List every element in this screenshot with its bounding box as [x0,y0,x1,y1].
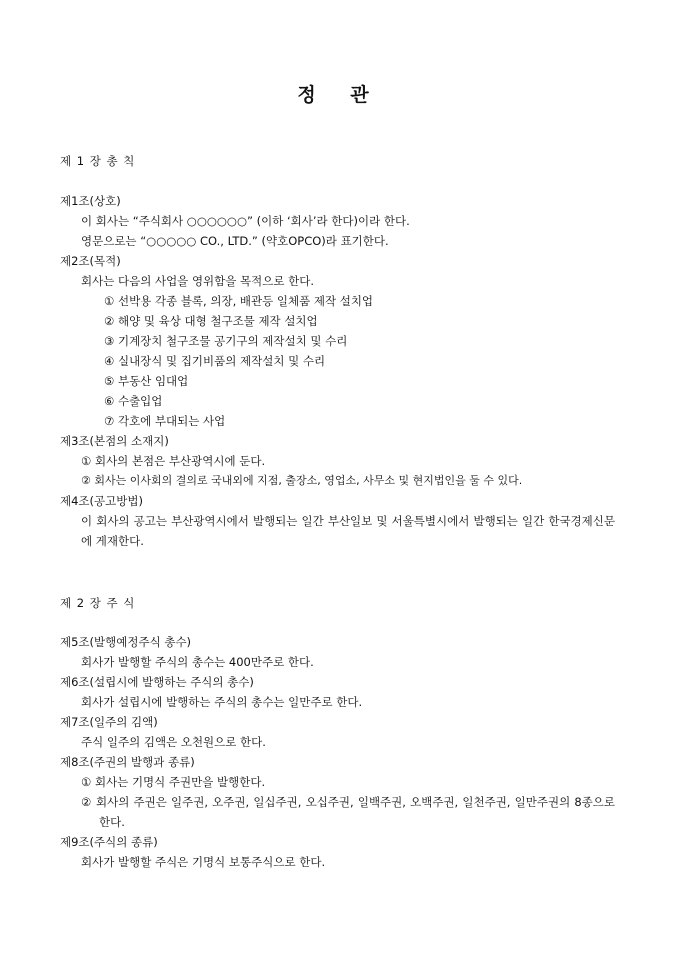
list-item: ① 선박용 각종 블록, 의장, 배관등 일체품 제작 설치업 [104,294,374,308]
article-body-line: 이 회사는 “주식회사 ○○○○○○” (이하 ‘회사’라 한다)이라 한다. [81,214,410,228]
list-item: ② 회사는 이사회의 결의로 국내외에 지점, 출장소, 영업소, 사무소 및 현지법인을 둘 수 있다. [81,474,523,487]
article-body-line: 영문으로는 “○○○○○ CO., LTD.” (약호OPCO)라 표기한다. [81,234,389,248]
article-heading: 제9조(주식의 종류) [60,835,158,849]
list-item: ③ 기계장치 철구조물 공기구의 제작설치 및 수리 [104,334,348,348]
article-body-line: 회사가 발행할 주식의 총수는 400만주로 한다. [81,655,314,669]
article-heading: 제5조(발행예정주식 총수) [60,635,192,649]
article-heading: 제1조(상호) [60,194,121,208]
article-body-paragraph: 이 회사의 공고는 부산광역시에서 발행되는 일간 부산일보 및 서울특별시에서 발행되는 일간 한국경제신문에 게재한다. [81,514,615,548]
list-item: ⑦ 각호에 부대되는 사업 [104,414,226,428]
chapter-heading: 제 1 장 총 칙 [60,154,136,168]
article-heading: 제4조(공고방법) [60,494,143,508]
article-heading: 제7조(일주의 김액) [60,715,158,729]
article-heading: 제2조(목적) [60,254,121,268]
list-item: ⑥ 수출입업 [104,394,163,408]
article-body-line: 회사가 발행할 주식은 기명식 보통주식으로 한다. [81,855,326,869]
list-item: ① 회사는 기명식 주권만을 발행한다. [81,775,266,789]
chapter-heading: 제 2 장 주 식 [60,596,136,610]
article-body-line: 회사가 설립시에 발행하는 주식의 총수는 일만주로 한다. [81,695,363,709]
article-heading: 제3조(본점의 소재지) [60,434,169,448]
document-title: 정 관 [297,84,383,106]
list-item: ② 해양 및 육상 대형 철구조물 제작 설치업 [104,314,318,328]
list-item: ① 회사의 본점은 부산광역시에 둔다. [81,454,266,468]
article-heading: 제6조(설립시에 발행하는 주식의 총수) [60,675,254,689]
list-item: ④ 실내장식 및 집기비품의 제작설치 및 수리 [104,354,326,368]
article-body-line: 주식 일주의 김액은 오천원으로 한다. [81,735,266,749]
article-body-line: 회사는 다음의 사업을 영위함을 목적으로 한다. [81,274,315,288]
list-item: ⑤ 부동산 임대업 [104,374,189,388]
list-item: ② 회사의 주권은 일주권, 오주권, 일십주권, 오십주권, 일백주권, 오백주권, 일천주권, 일만주권의 8종으로 한다. [81,795,615,829]
article-heading: 제8조(주권의 발행과 종류) [60,755,195,769]
